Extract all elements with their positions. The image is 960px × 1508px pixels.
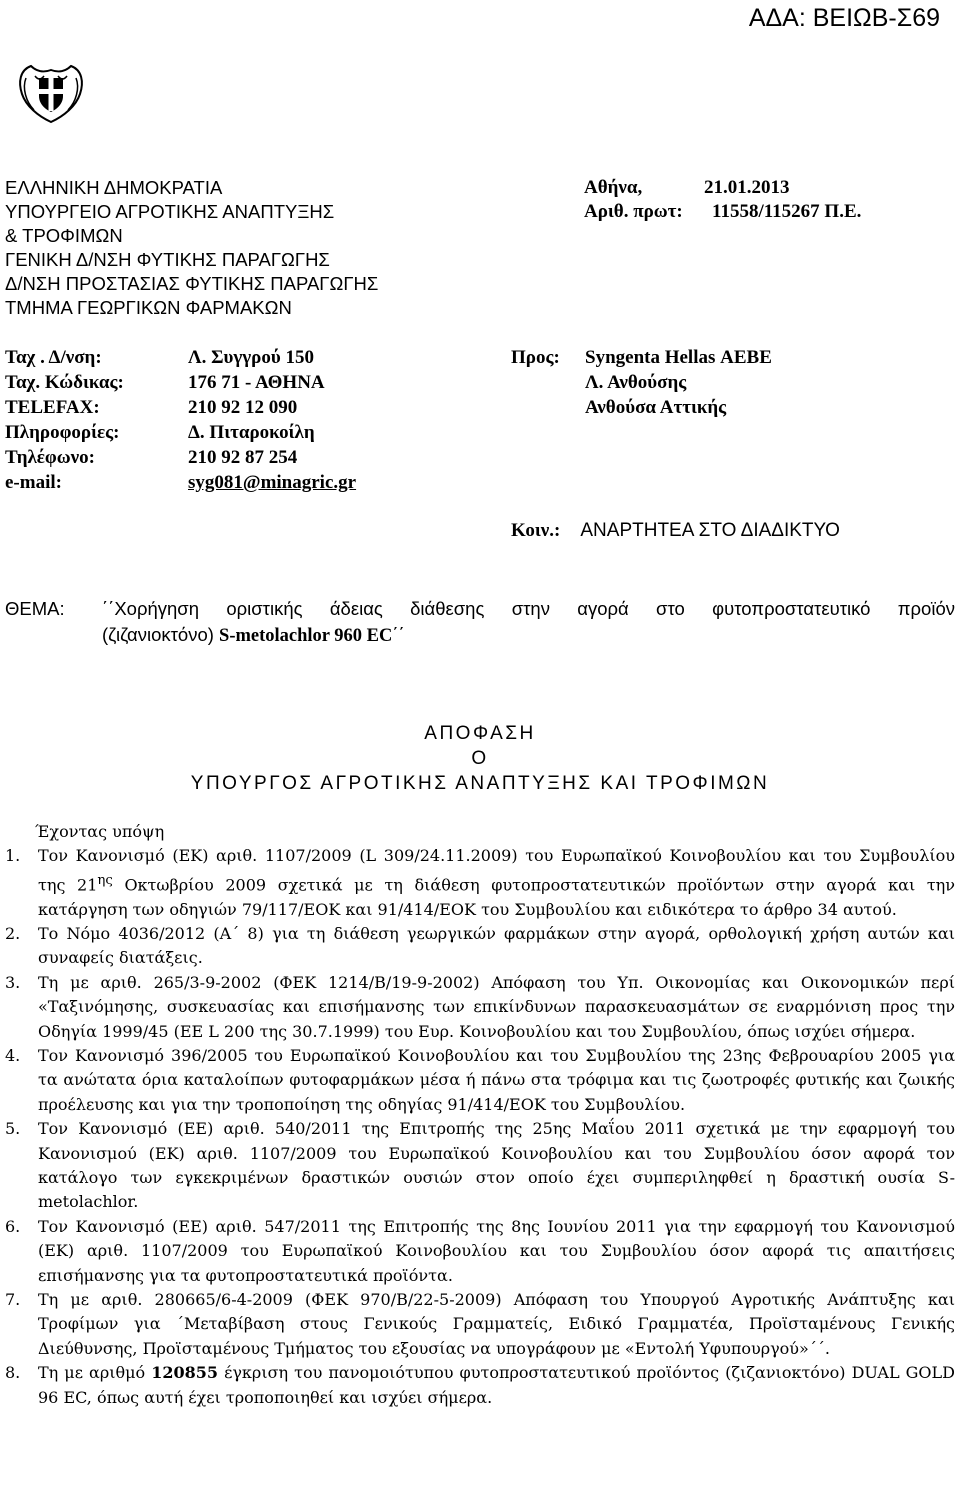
koin-label: Κοιν.: (511, 520, 561, 541)
contact-label: Τηλέφωνο: (5, 447, 95, 468)
subject-label: ΘΕΜΑ: (5, 598, 65, 619)
contact-value: 210 92 12 090 (188, 397, 298, 418)
recipient-block (511, 345, 772, 420)
list-item (5, 971, 955, 1044)
recipient-label: Προς: (511, 347, 560, 368)
having-regard: Έχοντας υπόψη (35, 822, 165, 841)
item-bold-number: 120855 (151, 1363, 219, 1383)
decision-minister: ΥΠΟΥΡΓΟΣ ΑΓΡΟΤΙΚΗΣ ΑΝΑΠΤΥΞΗΣ ΚΑΙ ΤΡΟΦΙΜΩΝ (190, 773, 770, 794)
item-number: 1. (5, 846, 21, 866)
contact-label: Ταχ. Κώδικας: (5, 372, 124, 393)
item-text: Τη με αριθ. 265/3-9-2002 (ΦΕΚ 1214/Β/19-9-2002) Απόφαση του Υπ. Οικονομίας και Οικονομικών περί «Ταξινόμησης, συσκευασίας και επισήμανσης των επικίνδυνων παρασκευασμάτων σε εναρμόνιση προς την Οδηγία 1999/45 (ΕΕ L 200 της 30.7.1999) του Ευρ. Κοινοβουλίου και του Συμβουλίου, όπως ισχύει σήμερα. (38, 972, 955, 1041)
item-text: Οκτωβρίου 2009 σχετικά με τη διάθεση φυτοπροστατευτικών προϊόντων στην αγορά και την κατάργηση των οδηγιών 79/117/ΕΟΚ και 91/414/ΕΟΚ του Συμβουλίου και ειδικότερα το άρθρο 34 αυτού. (38, 875, 955, 919)
ministry-line: ΥΠΟΥΡΓΕΙΟ ΑΓΡΟΤΙΚΗΣ ΑΝΑΠΤΥΞΗΣ (5, 201, 335, 222)
contact-label: Πληροφορίες: (5, 422, 120, 443)
contact-value: Λ. Συγγρού 150 (188, 347, 314, 368)
recipient-line: Ανθούσα Αττικής (585, 397, 727, 418)
subject-line-2-suffix: ΄΄ (392, 624, 405, 645)
item-text: Τη με αριθμό (38, 1363, 152, 1383)
ada-code: ΑΔΑ: ΒΕΙΩΒ-Σ69 (748, 4, 940, 32)
considerations (5, 820, 955, 1410)
koin-value: ΑΝΑΡΤΗΤΕΑ ΣΤΟ ΔΙΑΔΙΚΤΥΟ (580, 520, 840, 541)
place-label: Αθήνα, (584, 177, 643, 198)
koin-block (511, 520, 840, 542)
list-item (5, 844, 955, 922)
contact-block (5, 345, 356, 495)
email-link[interactable]: syg081@minagric.gr (188, 472, 357, 493)
protocol-value: 11558/115267 Π.Ε. (712, 201, 862, 222)
item-number: 7. (5, 1290, 21, 1310)
item-text: Το Νόμο 4036/2012 (Α΄ 8) για τη διάθεση γεωργικών φαρμάκων στην αγορά, ορθολογική χρήση αυτών και συναφείς διατάξεις. (38, 923, 955, 968)
item-text: Τον Κανονισμό (ΕΕ) αριθ. 547/2011 της Επιτροπής της 8ης Ιουνίου 2011 για την εφαρμογή του Κανονισμού (ΕΚ) αριθ. 1107/2009 του Ευρωπαϊκού Κοινοβουλίου και του Συμβουλίου όσον αφορά τις απαιτήσεις επισήμανσης για τα φυτοπροστατευτικά προϊόντα. (38, 1216, 955, 1285)
item-text: έγκριση του πανομοιότυπου φυτοπροστατευτικού προϊόντος (ζιζανιοκτόνο) DUAL GOLD 96 EC, όπως αυτή έχει τροποποιηθεί και ισχύει σήμερα. (38, 1363, 955, 1407)
contact-value: Δ. Πιταροκοίλη (188, 422, 315, 443)
ministry-line: Δ/ΝΣΗ ΠΡΟΣΤΑΣΙΑΣ ΦΥΤΙΚΗΣ ΠΑΡΑΓΩΓΗΣ (5, 273, 379, 294)
ministry-header (5, 176, 378, 320)
contact-value: 176 71 - ΑΘΗΝΑ (188, 372, 325, 393)
subject-line-1: ΄΄Χορήγηση οριστικής άδειας διάθεσης στην αγορά στο φυτοπροστατευτικό προϊόν (102, 598, 955, 619)
list-item (5, 1215, 955, 1288)
ministry-line: & ΤΡΟΦΙΜΩΝ (5, 225, 123, 246)
item-text: Τον Κανονισμό (ΕΕ) αριθ. 540/2011 της Επιτροπής της 25ης Μαΐου 2011 σχετικά με την εφαρμογή του Κανονισμού (ΕΚ) αριθ. 1107/2009 του Ευρωπαϊκού Κοινοβουλίου και του Συμβουλίου όσον αφορά τον κατάλογο των εγκεκριμένων δραστικών ουσιών στον οποίο έχει συμπεριληφθεί η δραστική ουσία S-metolachlor. (38, 1119, 955, 1212)
date-value: 21.01.2013 (704, 177, 790, 198)
place-date-block (584, 176, 861, 224)
subject-text (102, 596, 955, 649)
contact-label: Ταχ . Δ/νση: (5, 347, 102, 368)
contact-value: 210 92 87 254 (188, 447, 298, 468)
list-item (5, 1288, 955, 1361)
ministry-line: ΓΕΝΙΚΗ Δ/ΝΣΗ ΦΥΤΙΚΗΣ ΠΑΡΑΓΩΓΗΣ (5, 249, 330, 270)
list-item (5, 1044, 955, 1117)
item-text: Τη με αριθ. 280665/6-4-2009 (ΦΕΚ 970/Β/22-5-2009) Απόφαση του Υπουργού Αγροτικής Ανάπτυξης και Τροφίμων για ΄Μεταβίβαση στους Γενικούς Γραμματείς, Ειδικό Γραμματέα, Προϊσταμένους Γενικής Διεύθυνσης, Προϊσταμένους Τμήματος του εξουσίας να υπογράφουν με «Εντολή Υφυπουργού»΄΄. (38, 1290, 955, 1358)
ministry-line: ΕΛΛΗΝΙΚΗ ΔΗΜΟΚΡΑΤΙΑ (5, 177, 223, 198)
item-number: 6. (5, 1216, 21, 1236)
recipient-line: Λ. Ανθούσης (585, 372, 687, 393)
decision-title: ΑΠΟΦΑΣΗ (424, 723, 536, 744)
list-item (5, 1117, 955, 1215)
item-text: Τον Κανονισμό (ΕΚ) αριθ. 1107/2009 (L 309/24.11.2009) του Ευρωπαϊκού Κοινοβουλίου και του Συμβουλίου της 21 (38, 846, 955, 895)
item-text: Τον Κανονισμό 396/2005 του Ευρωπαϊκού Κοινοβουλίου και του Συμβουλίου της 23ης Φεβρουαρίου 2005 για τα ανώτατα όρια καταλοίπων φυτοφαρμάκων μέσα ή πάνω στα τρόφιμα και τις ζωοτροφές φυτικής και ζωικής προέλευσης και για την τροποποίηση της οδηγίας 91/414/ΕΟΚ του Συμβουλίου. (38, 1045, 955, 1114)
ministry-line: ΤΜΗΜΑ ΓΕΩΡΓΙΚΩΝ ΦΑΡΜΑΚΩΝ (5, 297, 292, 318)
decision-article: Ο (471, 748, 489, 769)
item-number: 2. (5, 923, 21, 943)
protocol-label: Αριθ. πρωτ: (584, 201, 683, 222)
greek-emblem-icon (14, 58, 88, 124)
subject-product: S-metolachlor 960 EC (219, 626, 393, 646)
contact-label: e-mail: (5, 472, 62, 493)
item-number: 8. (5, 1363, 21, 1383)
item-number: 5. (5, 1119, 21, 1139)
recipient-line: Syngenta Hellas ΑΕΒΕ (585, 347, 772, 368)
list-item (5, 1361, 955, 1410)
item-number: 3. (5, 972, 21, 992)
contact-label: TELEFAX: (5, 397, 100, 418)
item-number: 4. (5, 1045, 21, 1065)
list-item (5, 922, 955, 971)
item-superscript: ης (97, 872, 113, 888)
subject-line-2-prefix: (ζιζανιοκτόνο) (102, 624, 214, 645)
